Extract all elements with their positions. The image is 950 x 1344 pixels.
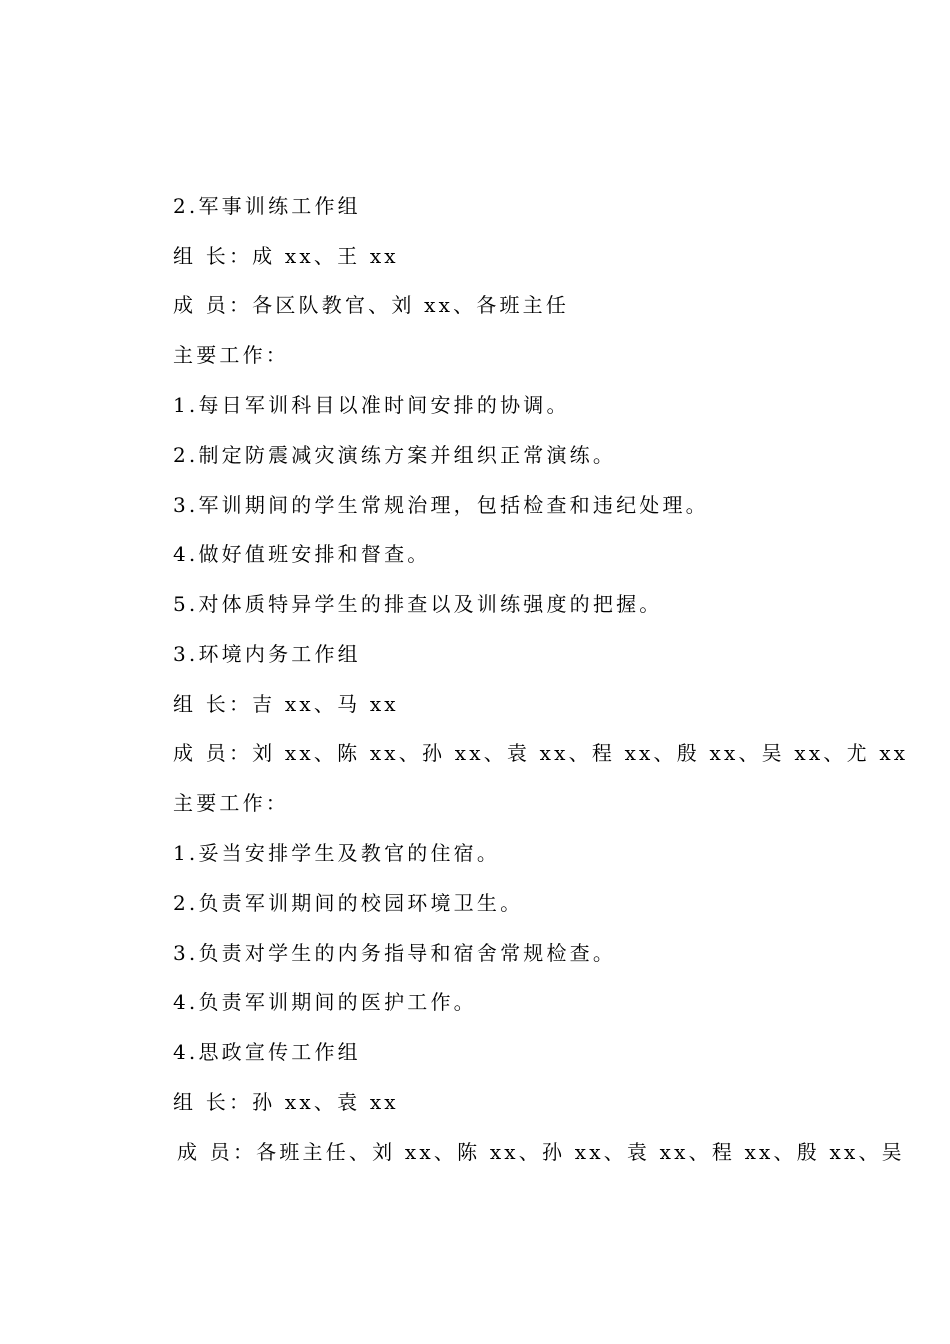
group-members-line: 成 员：各区队教官、刘 xx、各班主任: [173, 293, 570, 317]
work-item: 3.军训期间的学生常规治理，包括检查和违纪处理。: [173, 493, 709, 517]
group-leader-line: 组 长：吉 xx、马 xx: [173, 692, 399, 716]
section-heading-military-training: 2.军事训练工作组: [173, 194, 361, 218]
group-members-line: 成 员：各班主任、刘 xx、陈 xx、孙 xx、袁 xx、程 xx、殷 xx、吴: [177, 1140, 905, 1164]
work-item: 2.制定防震减灾演练方案并组织正常演练。: [173, 443, 617, 467]
section-heading-environment: 3.环境内务工作组: [173, 642, 361, 666]
group-members-line: 成 员：刘 xx、陈 xx、孙 xx、袁 xx、程 xx、殷 xx、吴 xx、尤 xx: [173, 741, 909, 765]
work-item: 4.负责军训期间的医护工作。: [173, 990, 477, 1014]
work-item: 4.做好值班安排和督查。: [173, 542, 431, 566]
work-item: 1.妥当安排学生及教官的住宿。: [173, 841, 501, 865]
group-leader-line: 组 长：成 xx、王 xx: [173, 244, 399, 268]
main-work-label: 主要工作：: [173, 791, 289, 815]
work-item: 3.负责对学生的内务指导和宿舍常规检查。: [173, 941, 617, 965]
work-item: 1.每日军训科目以准时间安排的协调。: [173, 393, 570, 417]
work-item: 5.对体质特异学生的排查以及训练强度的把握。: [173, 592, 663, 616]
main-work-label: 主要工作：: [173, 343, 289, 367]
section-heading-publicity: 4.思政宣传工作组: [173, 1040, 361, 1064]
work-item: 2.负责军训期间的校园环境卫生。: [173, 891, 524, 915]
group-leader-line: 组 长：孙 xx、袁 xx: [173, 1090, 399, 1114]
